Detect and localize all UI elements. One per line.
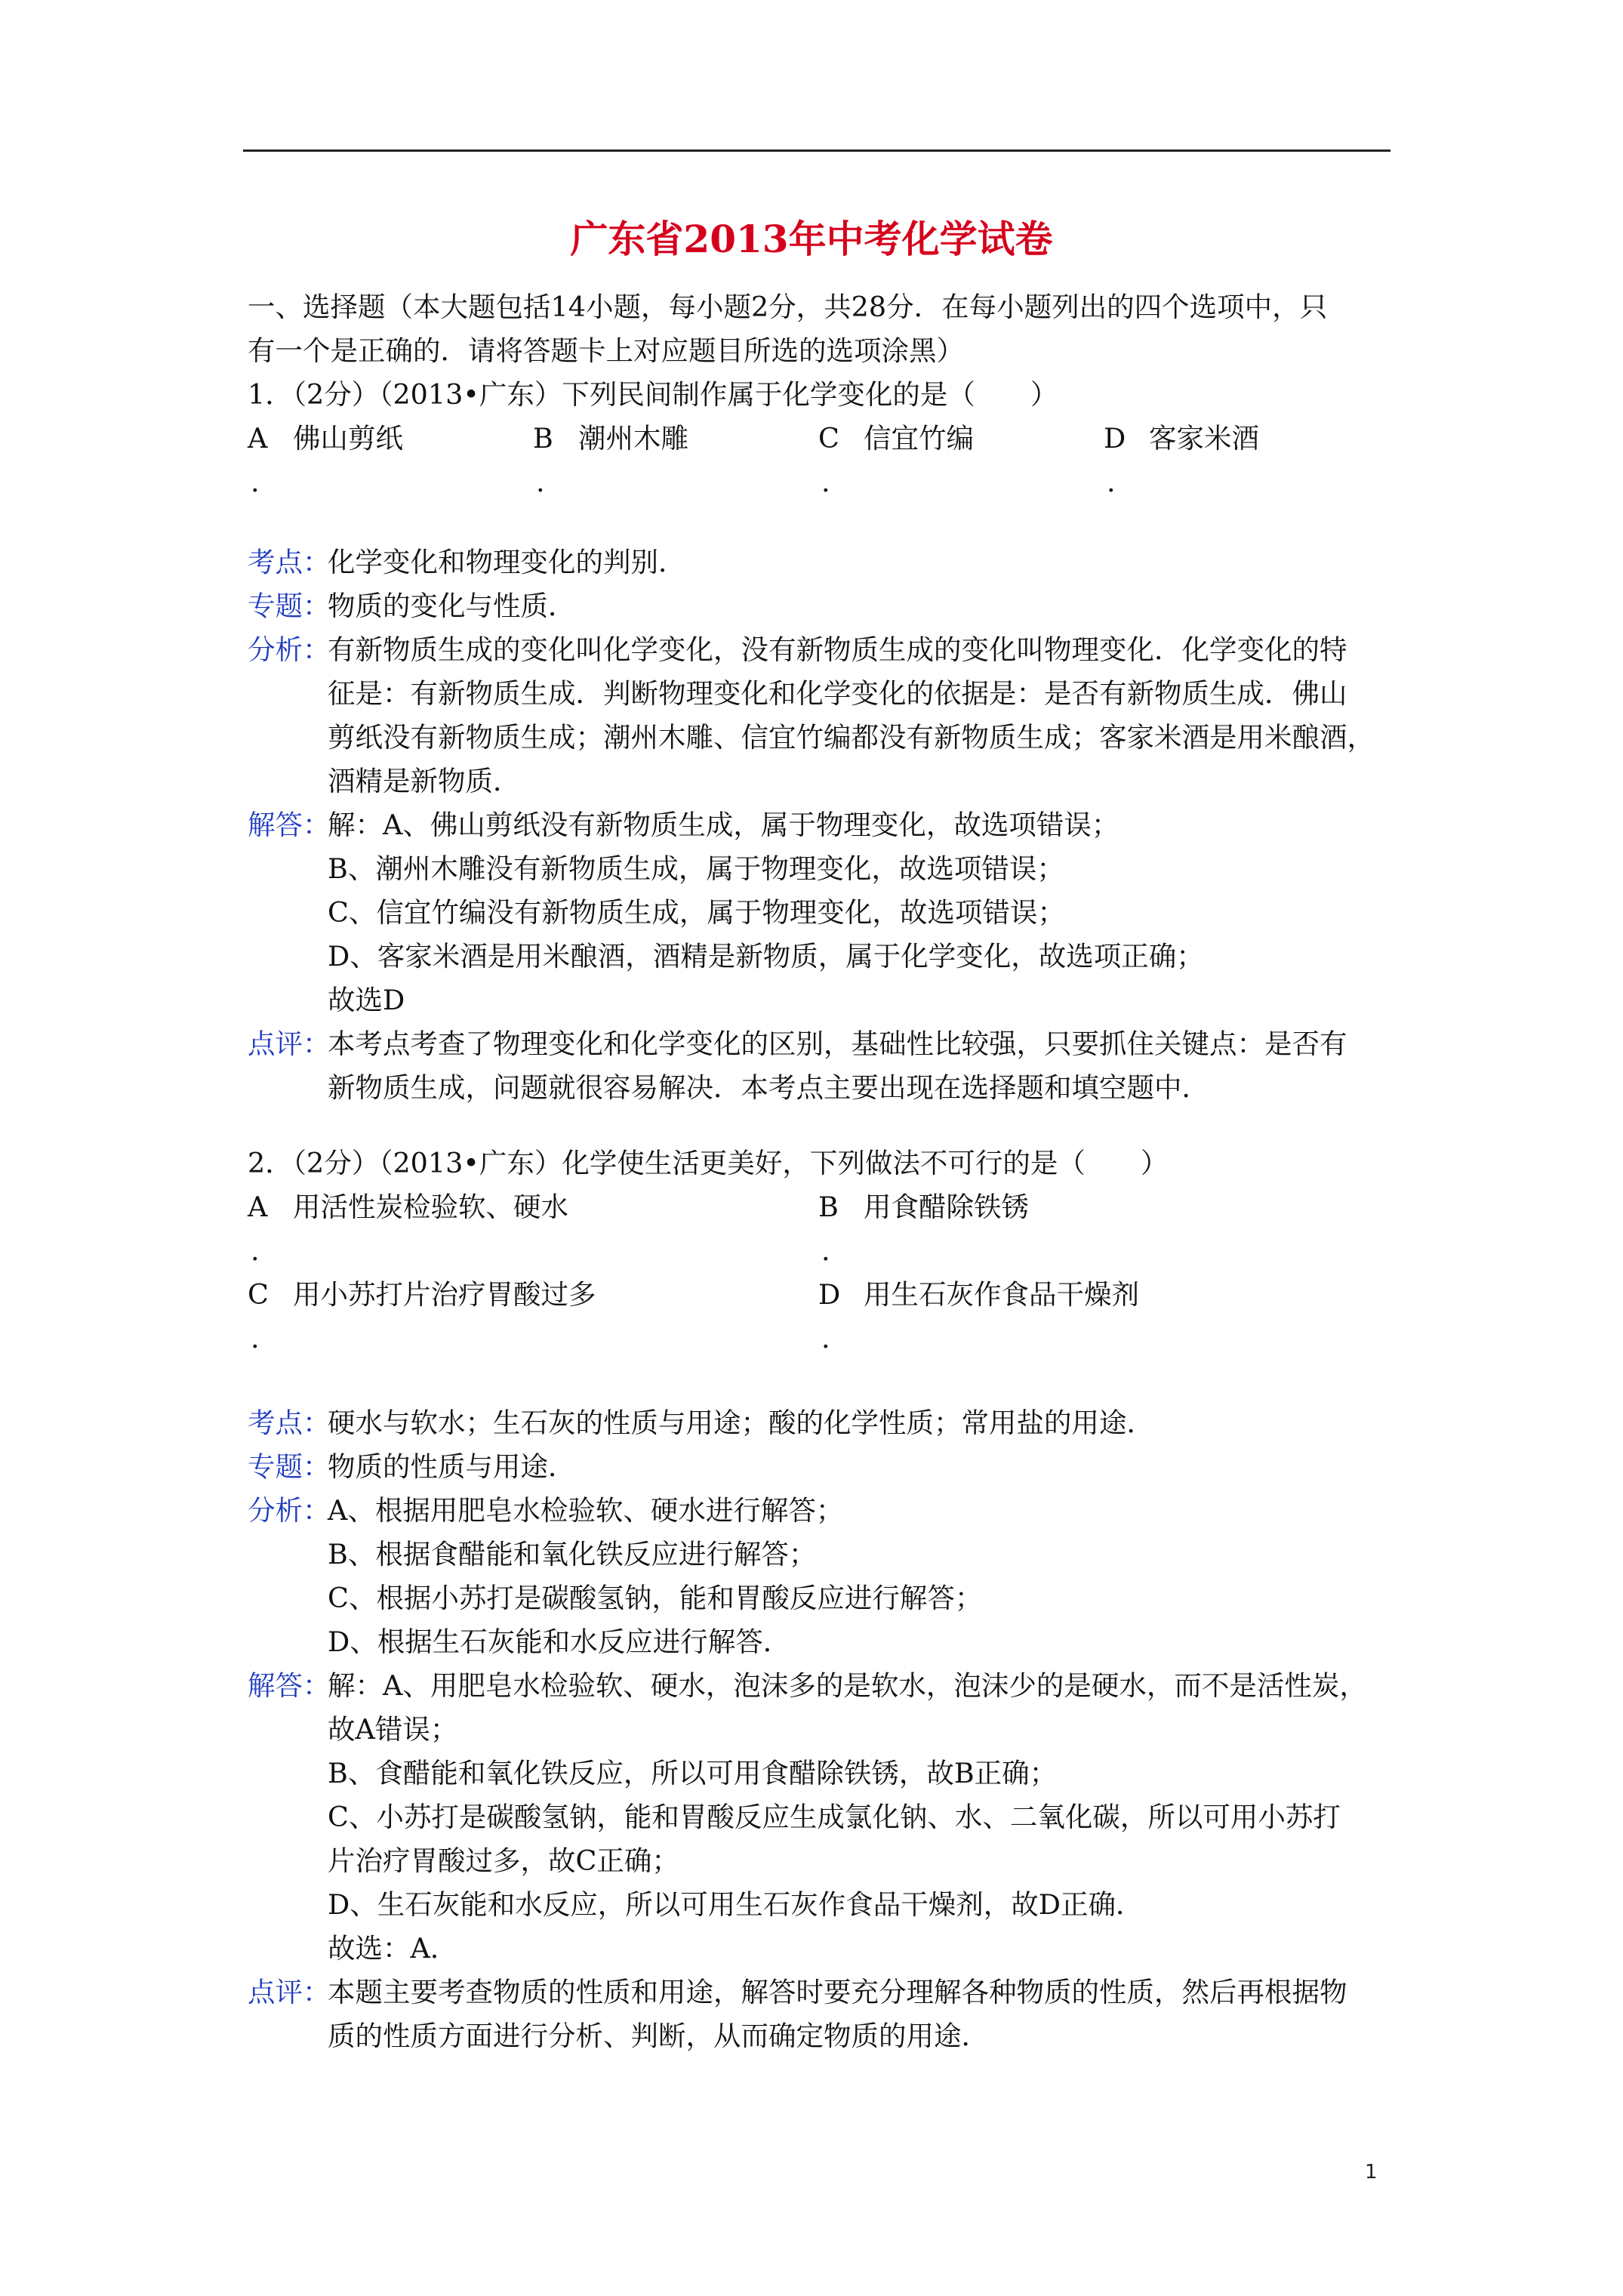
q1-option-c: C 信宜竹编 . bbox=[818, 422, 974, 498]
q1-dianping-row: 点评： 本考点考查了物理变化和化学变化的区别，基础性比较强，只要抓住关键点：是否有 新物质生成，问题就很容易解决．本考点主要出现在选择题和填空题中． bbox=[248, 1022, 1395, 1110]
q2-fenxi-label: 分析： bbox=[248, 1494, 331, 1527]
q1-dianping-label: 点评： bbox=[248, 1028, 331, 1060]
q2-zhuanti-row bbox=[248, 1445, 1395, 1489]
q1-kaodian-label: 考点： bbox=[248, 546, 331, 578]
q2-jieda-row: 解答： 解：A、用肥皂水检验软、硬水，泡沫多的是软水，泡沫少的是硬水，而不是活性炭， 故A错误； B、食醋能和氧化铁反应，所以可用食醋除铁锈，故B正确； C、小苏打是碳酸氢钠，能和胃酸反应生成氯化钠、水、二氧化碳，所以可用小苏打 片治疗胃酸过多，故C正确； D、生石灰能和水反应，所以可用生石灰作食品干燥剂，故D正确． 故选：A． bbox=[248, 1664, 1395, 1971]
q1-option-b: B 潮州木雕 . bbox=[533, 422, 688, 498]
q2-options-row-2 bbox=[248, 1273, 1395, 1361]
q1-jieda-row: 解答： 解：A、佛山剪纸没有新物质生成，属于物理变化，故选项错误； B、潮州木雕没有新物质生成，属于物理变化，故选项错误； C、信宜竹编没有新物质生成，属于物理变化，故选项错误； D、客家米酒是用米酿酒，酒精是新物质，属于化学变化，故选项正确； 故选D bbox=[248, 803, 1395, 1022]
q2-option-b: B 用食醋除铁锈 . bbox=[818, 1191, 1029, 1267]
q2-kaodian-row bbox=[248, 1401, 1395, 1445]
q1-zhuanti-text: 物质的变化与性质． bbox=[328, 590, 576, 622]
q1-kaodian-row bbox=[248, 541, 1395, 584]
section-line-1: 一、选择题（本大题包括14小题，每小题2分，共28分．在每小题列出的四个选项中，只 bbox=[248, 291, 1328, 323]
q2-jieda-label: 解答： bbox=[248, 1669, 331, 1702]
q2-stem: 2．（2分）（2013•广东）化学使生活更美好，下列做法不可行的是（ ） bbox=[248, 1147, 1169, 1179]
q1-analysis bbox=[248, 541, 1395, 1110]
q2-fenxi-row: 分析： A、根据用肥皂水检验软、硬水进行解答； B、根据食醋能和氧化铁反应进行解答； C、根据小苏打是碳酸氢钠，能和胃酸反应进行解答； D、根据生石灰能和水反应进行解答． bbox=[248, 1489, 1395, 1664]
q1-jieda-label: 解答： bbox=[248, 809, 331, 841]
q1-kaodian-text: 化学变化和物理变化的判别． bbox=[328, 546, 686, 578]
q2-block bbox=[248, 1142, 1395, 1361]
q1-fenxi-row: 分析： 有新物质生成的变化叫化学变化，没有新物质生成的变化叫物理变化．化学变化的特 征是：有新物质生成．判断物理变化和化学变化的依据是：是否有新物质生成．佛山 剪纸没有新物质生成；潮州木雕、信宜竹编都没有新物质生成；客家米酒是用米酿酒， 酒精是新物质． bbox=[248, 628, 1395, 803]
q1-stem: 1．（2分）（2013•广东）下列民间制作属于化学变化的是（ ） bbox=[248, 378, 1058, 411]
q2-option-d: D 用生石灰作食品干燥剂 . bbox=[818, 1278, 1139, 1354]
q2-dianping-row: 点评： 本题主要考查物质的性质和用途，解答时要充分理解各种物质的性质，然后再根据物 质的性质方面进行分析、判断，从而确定物质的用途． bbox=[248, 1971, 1395, 2058]
q1-zhuanti-label: 专题： bbox=[248, 590, 331, 622]
q1-fenxi-label: 分析： bbox=[248, 633, 331, 666]
q2-option-a: A 用活性炭检验软、硬水 . bbox=[248, 1191, 568, 1267]
q1-option-d: D 客家米酒 . bbox=[1104, 422, 1259, 498]
q2-options-row-1 bbox=[248, 1185, 1395, 1273]
header-rule bbox=[243, 149, 1390, 152]
q1-options bbox=[248, 417, 1395, 504]
q2-zhuanti-label: 专题： bbox=[248, 1450, 331, 1483]
q1-zhuanti-row bbox=[248, 584, 1395, 628]
q2-kaodian-label: 考点： bbox=[248, 1407, 331, 1439]
section-intro bbox=[248, 285, 1395, 504]
section-line-2: 有一个是正确的．请将答题卡上对应题目所选的选项涂黑） bbox=[248, 334, 964, 367]
q2-option-c: C 用小苏打片治疗胃酸过多 . bbox=[248, 1278, 596, 1354]
q1-option-a: A 佛山剪纸 . bbox=[248, 422, 403, 498]
page-title: 广东省2013年中考化学试卷 bbox=[570, 217, 1053, 261]
q2-analysis bbox=[248, 1401, 1395, 2058]
q2-zhuanti-text: 物质的性质与用途． bbox=[328, 1450, 576, 1483]
q2-kaodian-text: 硬水与软水；生石灰的性质与用途；酸的化学性质；常用盐的用途． bbox=[328, 1407, 1154, 1439]
q2-dianping-label: 点评： bbox=[248, 1976, 331, 2008]
page-number: 1 bbox=[1365, 2161, 1378, 2184]
